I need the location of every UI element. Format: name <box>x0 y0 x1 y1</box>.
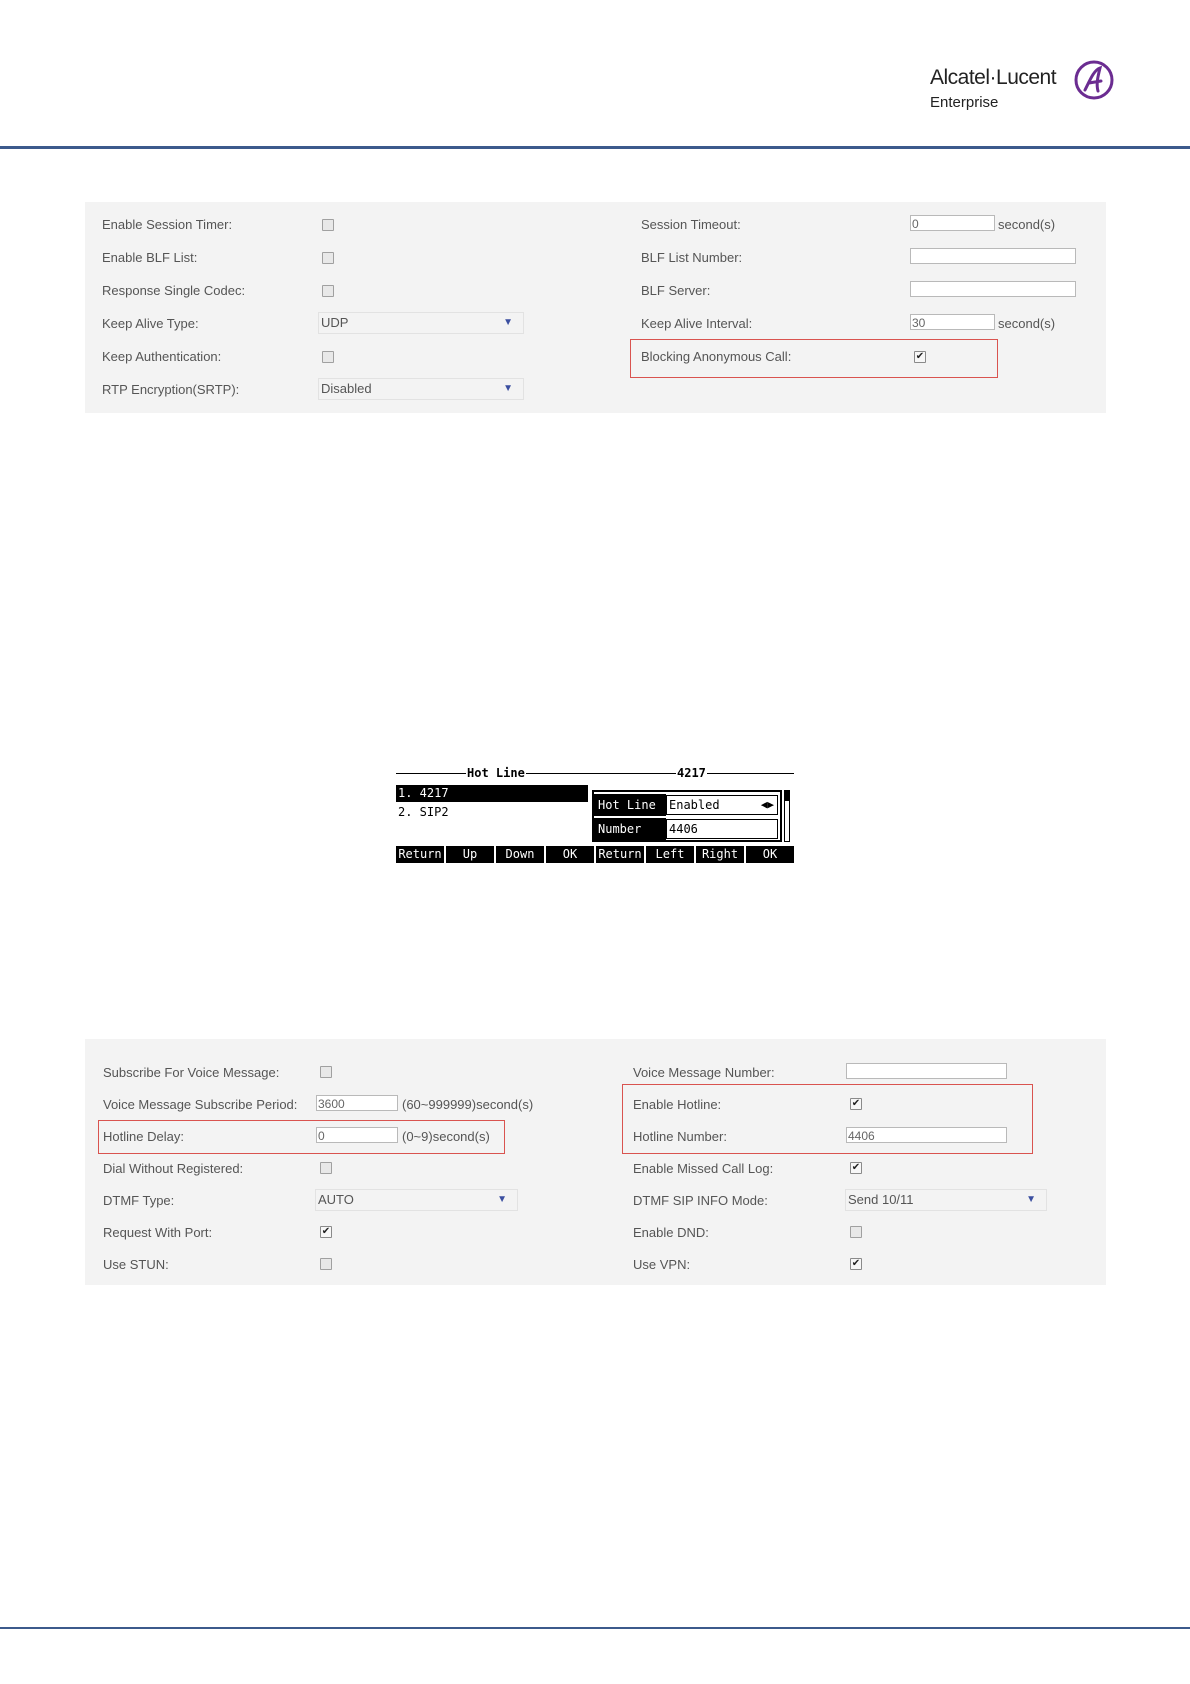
enable-blf-list-checkbox[interactable] <box>322 252 334 264</box>
hotline-delay-unit: (0~9)second(s) <box>402 1129 490 1144</box>
subscribe-voice-message-checkbox[interactable] <box>320 1066 332 1078</box>
lcd-right-title: 4217 <box>677 766 706 780</box>
rtp-encryption-value: Disabled <box>321 381 372 396</box>
enable-hotline-checkbox[interactable] <box>850 1098 862 1110</box>
blf-server-label: BLF Server: <box>641 283 711 298</box>
dtmf-type-label: DTMF Type: <box>103 1193 175 1208</box>
dtmf-type-select[interactable] <box>315 1189 518 1211</box>
softkey-down[interactable]: Down <box>496 846 546 863</box>
checkmark-icon: ✔ <box>851 1098 861 1109</box>
sip-settings-panel-1 <box>85 202 1106 413</box>
keep-alive-type-select[interactable] <box>318 312 524 334</box>
checkmark-icon: ✔ <box>851 1258 861 1269</box>
enable-dnd-checkbox[interactable] <box>850 1226 862 1238</box>
blf-server-input[interactable] <box>910 281 1076 297</box>
hotline-delay-input[interactable]: 0 <box>316 1127 398 1143</box>
softkey-left[interactable]: Left <box>646 846 696 863</box>
session-timeout-label: Session Timeout: <box>641 217 741 232</box>
dtmf-sip-info-mode-value: Send 10/11 <box>848 1192 914 1207</box>
hotline-number-label: Hotline Number: <box>633 1129 727 1144</box>
dropdown-arrow-icon: ▼ <box>503 317 513 328</box>
enable-missed-call-log-label: Enable Missed Call Log: <box>633 1161 774 1176</box>
subscribe-voice-message-label: Subscribe For Voice Message: <box>103 1065 280 1080</box>
lcd-list-item-selected[interactable]: 1. 4217 <box>396 785 588 802</box>
response-single-codec-label: Response Single Codec: <box>102 283 246 298</box>
dial-without-registered-label: Dial Without Registered: <box>103 1161 244 1176</box>
alcatel-lucent-logo-icon <box>1074 60 1114 100</box>
enable-blf-list-label: Enable BLF List: <box>102 250 198 265</box>
blf-list-number-input[interactable] <box>910 248 1076 264</box>
use-stun-label: Use STUN: <box>103 1257 169 1272</box>
enable-session-timer-checkbox[interactable] <box>322 219 334 231</box>
rtp-encryption-label: RTP Encryption(SRTP): <box>102 382 240 397</box>
lcd-softkey-bar <box>396 846 794 863</box>
dtmf-type-value: AUTO <box>318 1192 354 1207</box>
lcd-scrollbar-thumb <box>785 791 789 801</box>
voice-message-number-input[interactable] <box>846 1063 1007 1079</box>
enable-session-timer-label: Enable Session Timer: <box>102 217 233 232</box>
voice-message-subscribe-period-unit: (60~999999)second(s) <box>402 1097 534 1112</box>
keep-alive-interval-input[interactable]: 30 <box>910 314 995 330</box>
enable-missed-call-log-checkbox[interactable] <box>850 1162 862 1174</box>
voice-message-subscribe-period-input[interactable]: 3600 <box>316 1095 398 1111</box>
keep-alive-interval-unit: second(s) <box>998 316 1056 331</box>
header-rule <box>0 146 1190 149</box>
rtp-encryption-select[interactable] <box>318 378 524 400</box>
keep-authentication-label: Keep Authentication: <box>102 349 222 364</box>
lcd-number-value[interactable]: 4406 <box>666 819 778 839</box>
use-vpn-label: Use VPN: <box>633 1257 691 1272</box>
softkey-return[interactable]: Return <box>396 846 446 863</box>
use-stun-checkbox[interactable] <box>320 1258 332 1270</box>
enable-hotline-label: Enable Hotline: <box>633 1097 722 1112</box>
blf-list-number-label: BLF List Number: <box>641 250 743 265</box>
dtmf-sip-info-mode-select[interactable] <box>845 1189 1047 1211</box>
lcd-list-item[interactable]: 2. SIP2 <box>398 805 449 819</box>
brand-logo <box>930 58 1116 116</box>
response-single-codec-checkbox[interactable] <box>322 285 334 297</box>
lcd-hot-line-value[interactable] <box>666 795 778 815</box>
softkey-ok[interactable]: OK <box>546 846 596 863</box>
hotline-delay-label: Hotline Delay: <box>103 1129 184 1144</box>
checkmark-icon: ✔ <box>321 1226 331 1237</box>
keep-alive-type-label: Keep Alive Type: <box>102 316 199 331</box>
blocking-anonymous-call-label: Blocking Anonymous Call: <box>641 349 792 364</box>
checkmark-icon: ✔ <box>851 1162 861 1173</box>
session-timeout-input[interactable]: 0 <box>910 215 995 231</box>
checkmark-icon: ✔ <box>915 351 925 362</box>
sip-settings-panel-2 <box>85 1039 1106 1285</box>
dropdown-arrow-icon: ▼ <box>1026 1194 1036 1205</box>
softkey-return[interactable]: Return <box>596 846 646 863</box>
enable-dnd-label: Enable DND: <box>633 1225 709 1240</box>
keep-alive-type-value: UDP <box>321 315 349 330</box>
voice-message-subscribe-period-label: Voice Message Subscribe Period: <box>103 1097 298 1112</box>
lcd-hot-line-label: Hot Line <box>594 794 666 816</box>
lcd-scrollbar <box>784 790 790 842</box>
voice-message-number-label: Voice Message Number: <box>633 1065 775 1080</box>
keep-alive-interval-label: Keep Alive Interval: <box>641 316 753 331</box>
softkey-ok[interactable]: OK <box>762 847 778 861</box>
blocking-anonymous-call-checkbox[interactable] <box>914 351 926 363</box>
softkey-up[interactable]: Up <box>446 846 496 863</box>
brand-subtitle: Enterprise <box>930 94 999 111</box>
softkey-right[interactable]: Right <box>696 846 746 863</box>
phone-lcd-screen <box>396 768 794 864</box>
lcd-left-title: Hot Line <box>467 766 525 780</box>
dropdown-arrow-icon: ▼ <box>497 1194 507 1205</box>
use-vpn-checkbox[interactable] <box>850 1258 862 1270</box>
lcd-hot-line-value-text: Enabled <box>669 798 720 812</box>
brand-name: Alcatel·Lucent <box>930 66 1057 89</box>
left-right-arrows-icon: ◀▶ <box>760 798 774 811</box>
keep-authentication-checkbox[interactable] <box>322 351 334 363</box>
hotline-number-input[interactable]: 4406 <box>846 1127 1007 1143</box>
footer-rule <box>0 1627 1190 1629</box>
lcd-number-label: Number <box>594 818 666 840</box>
dropdown-arrow-icon: ▼ <box>503 383 513 394</box>
session-timeout-unit: second(s) <box>998 217 1056 232</box>
request-with-port-label: Request With Port: <box>103 1225 213 1240</box>
request-with-port-checkbox[interactable] <box>320 1226 332 1238</box>
lcd-detail-box <box>592 790 782 842</box>
dtmf-sip-info-mode-label: DTMF SIP INFO Mode: <box>633 1193 768 1208</box>
dial-without-registered-checkbox[interactable] <box>320 1162 332 1174</box>
